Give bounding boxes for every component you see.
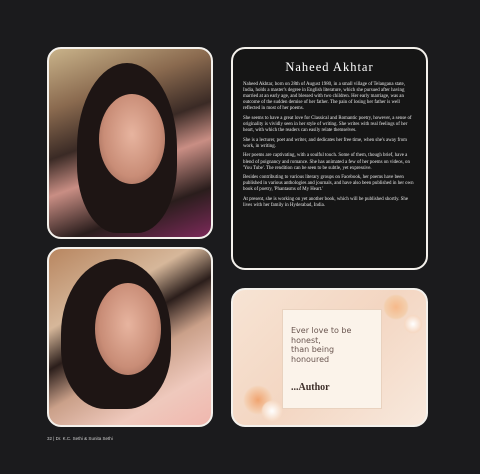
face-shape: [95, 283, 161, 375]
bio-paragraph: Her poems are captivating, with a soulful touch. Some of them, though brief, have a blend of poignancy and romance. She has animated a few of her poems on videos, on 'You Tube'. The rendition can be seen to be subtle, yet expressive.: [243, 153, 410, 171]
quote-text: Ever love to be honest, than being honoured: [291, 326, 352, 364]
flower-decoration: [403, 314, 423, 334]
author-photo-bottom: [47, 247, 213, 427]
bio-paragraph: At present, she is working on yet another book, which will be published shortly. She lives with her family in Hyderabad, India.: [243, 197, 408, 209]
bio-title: Naheed Akhtar: [285, 60, 374, 74]
flower-decoration: [261, 400, 283, 422]
quote-author: ...Author: [291, 382, 330, 393]
quote-panel: [283, 310, 381, 408]
biography-card: [231, 47, 428, 270]
bio-paragraph: She seems to have a great love for Classical and Romantic poetry, however, a sense of originality is vividly seen in her style of writing. She writes with real feelings of her heart, with which the readers can easily relate themselves.: [243, 115, 412, 134]
author-photo-top: [47, 47, 213, 239]
quote-card: [231, 288, 428, 427]
bio-paragraph: Naheed Akhtar, born on 28th of August 1980, in a small village of Telangana state, India, holds a master's degree in English literature, which she pursued after having married at an early age, and blessed with two children. Her early marriage, was an outcome of the sudden demise of her father. The pain of losing her father is well reflected in most of her poems.: [243, 82, 405, 112]
page-footer: 32 | Dr. K.C. Sethi & Sunita Sethi: [47, 436, 113, 441]
bio-paragraph: She is a lecturer, poet and writer, and dedicates her free time, when she's away from work, in writing.: [243, 137, 407, 149]
face-shape: [99, 94, 165, 184]
bio-paragraph: Besides contributing to various literary groups on Facebook, her poems have been published in various anthologies and journals, and have also been published in her own book of poetry, 'Phantasms of My Heart.': [243, 175, 414, 193]
